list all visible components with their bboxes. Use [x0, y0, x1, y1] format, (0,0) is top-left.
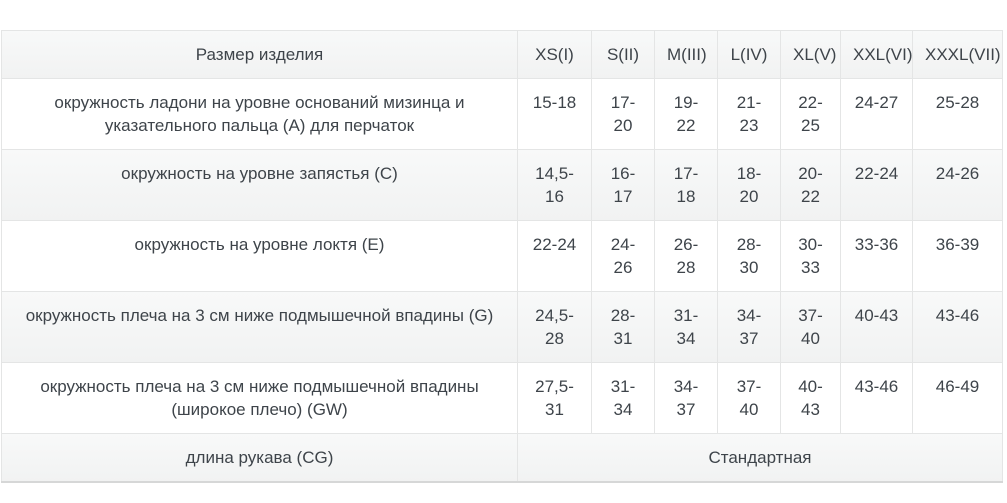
measurement-label: окружность плеча на 3 см ниже подмышечной впадины (широкое плечо) (GW) — [2, 363, 518, 434]
size-value-cell: 43-46 — [841, 363, 913, 434]
size-value-cell: 30-33 — [781, 221, 841, 292]
size-column-header: XS(I) — [518, 31, 592, 79]
measurement-row — [2, 150, 1003, 221]
size-value-cell: 17-18 — [655, 150, 718, 221]
size-value-cell: 40-43 — [841, 292, 913, 363]
measurement-label: окружность на уровне запястья (С) — [2, 150, 518, 221]
measurement-label: окружность плеча на 3 см ниже подмышечной впадины (G) — [2, 292, 518, 363]
size-value-cell: 21-23 — [718, 79, 781, 150]
size-value-cell: 26-28 — [655, 221, 718, 292]
size-value-cell: 34-37 — [718, 292, 781, 363]
size-value-cell: 17-20 — [592, 79, 655, 150]
size-value-cell: 22-25 — [781, 79, 841, 150]
size-value-cell: 40-43 — [781, 363, 841, 434]
size-value-cell: 24-27 — [841, 79, 913, 150]
size-value-cell: 31-34 — [655, 292, 718, 363]
size-value-cell: 37-40 — [718, 363, 781, 434]
size-value-cell: 16-17 — [592, 150, 655, 221]
size-value-cell: 15-18 — [518, 79, 592, 150]
size-value-cell: 22-24 — [518, 221, 592, 292]
measurement-row — [2, 79, 1003, 150]
size-chart-table — [1, 30, 1003, 483]
size-value-cell: 22-24 — [841, 150, 913, 221]
size-value-cell: 19-22 — [655, 79, 718, 150]
size-value-cell: 14,5-16 — [518, 150, 592, 221]
size-column-header: XXL(VI) — [841, 31, 913, 79]
table-body — [2, 79, 1003, 483]
size-value-cell: 33-36 — [841, 221, 913, 292]
size-column-header: M(III) — [655, 31, 718, 79]
header-row — [2, 31, 1003, 79]
measurement-row — [2, 363, 1003, 434]
size-value-cell: 28-31 — [592, 292, 655, 363]
size-value-cell: 28-30 — [718, 221, 781, 292]
measurement-label: окружность на уровне локтя (Е) — [2, 221, 518, 292]
size-value-cell: 31-34 — [592, 363, 655, 434]
size-value-cell: 18-20 — [718, 150, 781, 221]
sleeve-length-label: длина рукава (CG) — [2, 434, 518, 483]
size-value-cell: 36-39 — [913, 221, 1003, 292]
size-value-cell: 24-26 — [913, 150, 1003, 221]
size-column-header: L(IV) — [718, 31, 781, 79]
size-value-cell: 27,5-31 — [518, 363, 592, 434]
sleeve-length-row — [2, 434, 1003, 483]
measurement-row — [2, 292, 1003, 363]
product-size-header: Размер изделия — [2, 31, 518, 79]
size-column-header: XL(V) — [781, 31, 841, 79]
size-value-cell: 46-49 — [913, 363, 1003, 434]
table-head — [2, 31, 1003, 79]
measurement-label: окружность ладони на уровне оснований мизинца и указательного пальца (А) для перчаток — [2, 79, 518, 150]
size-value-cell: 20-22 — [781, 150, 841, 221]
measurement-row — [2, 221, 1003, 292]
size-value-cell: 37-40 — [781, 292, 841, 363]
size-column-header: XXXL(VII) — [913, 31, 1003, 79]
size-value-cell: 34-37 — [655, 363, 718, 434]
size-value-cell: 24,5-28 — [518, 292, 592, 363]
size-value-cell: 24-26 — [592, 221, 655, 292]
size-value-cell: 25-28 — [913, 79, 1003, 150]
sleeve-length-value: Стандартная — [518, 434, 1003, 483]
size-value-cell: 43-46 — [913, 292, 1003, 363]
size-column-header: S(II) — [592, 31, 655, 79]
